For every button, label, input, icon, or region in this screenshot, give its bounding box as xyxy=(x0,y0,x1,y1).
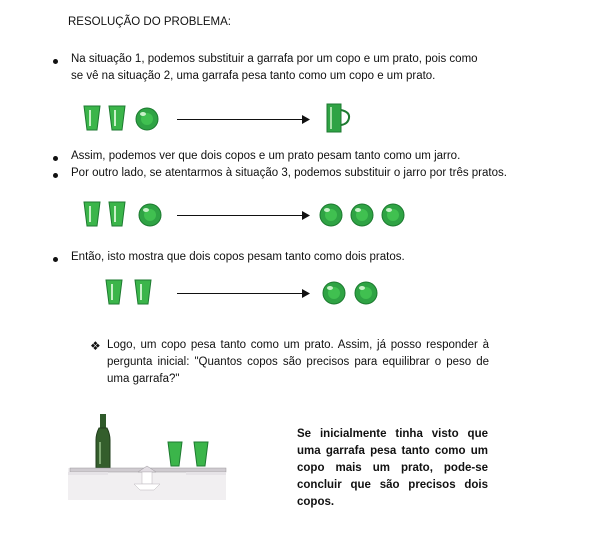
paragraph-situation-1: Na situação 1, podemos substituir a garrafa por um copo e um prato, pois como se vê na situação 2, uma garrafa pesa tanto como um copo e um prato. xyxy=(71,53,478,82)
bullet-dot xyxy=(53,156,58,161)
cup-icon xyxy=(168,442,182,466)
illustration-row-1 xyxy=(0,104,600,134)
plate-icon xyxy=(320,204,342,226)
page-title: RESOLUÇÃO DO PROBLEMA: xyxy=(68,16,231,28)
plate-icon xyxy=(139,204,161,226)
diamond-bullet-icon: ❖ xyxy=(90,339,101,353)
plate-icon xyxy=(351,204,373,226)
illustration-row-3 xyxy=(0,278,600,308)
bottle-icon xyxy=(96,414,110,468)
cup-icon xyxy=(109,106,125,130)
bullet-dot xyxy=(53,173,58,178)
paragraph-cups-plates: Então, isto mostra que dois copos pesam tanto como dois pratos. xyxy=(71,251,405,263)
cup-icon xyxy=(109,202,125,226)
plate-icon xyxy=(323,282,345,304)
plate-icon xyxy=(136,108,158,130)
bullet-dot xyxy=(53,59,58,64)
arrow xyxy=(177,211,310,220)
illustration-row-2 xyxy=(0,200,600,230)
cup-icon xyxy=(84,106,100,130)
balance-scale-illustration xyxy=(68,414,228,504)
paragraph-jar: Assim, podemos ver que dois copos e um prato pesam tanto como um jarro. xyxy=(71,150,461,162)
paragraph-conclusion: Logo, um copo pesa tanto como um prato. Assim, já posso responder à pergunta inicial: "Quantos copos são precisos para equilibrar o peso de uma garrafa?" xyxy=(107,339,489,385)
arrow xyxy=(177,289,310,298)
plate-icon xyxy=(355,282,377,304)
cup-icon xyxy=(194,442,208,466)
bullet-dot xyxy=(53,257,58,262)
arrow xyxy=(177,115,310,124)
paragraph-situation-3: Por outro lado, se atentarmos à situação 3, podemos substituir o jarro por três pratos. xyxy=(71,167,507,179)
cup-icon xyxy=(84,202,100,226)
final-conclusion-note: Se inicialmente tinha visto que uma garrafa pesa tanto como um copo mais um prato, pode-se concluir que são precisos dois copos. xyxy=(297,428,488,508)
plate-icon xyxy=(382,204,404,226)
cup-icon xyxy=(106,280,122,304)
cup-icon xyxy=(135,280,151,304)
jar-icon xyxy=(327,104,349,132)
